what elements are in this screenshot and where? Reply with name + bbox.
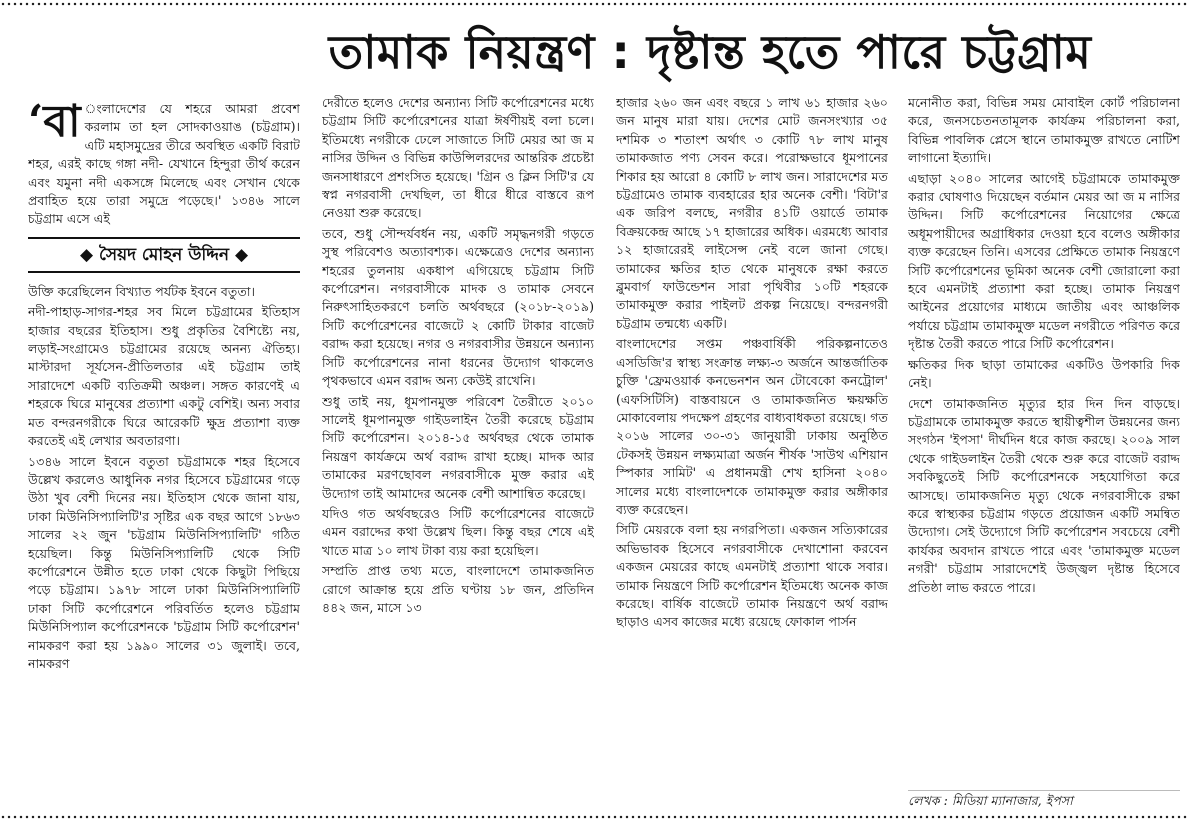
column-3 — [616, 94, 888, 810]
article-headline: তামাক নিয়ন্ত্রণ : দৃষ্টান্ত হতে পারে চট্টগ্রাম — [328, 25, 1092, 79]
author-byline: ◆ সৈয়দ মোহন উদ্দিন ◆ — [28, 237, 300, 273]
bottom-dotted-border — [0, 815, 1188, 819]
paragraph: বাংলাদেশের সপ্তম পঞ্চবার্ষিকী পরিকল্পনাতেও এসডিজি'র স্বাস্থ্য সংক্রান্ত লক্ষ্য-৩ অর্জনে আন্তর্জাতিক চুক্তি 'ফ্রেমওয়ার্ক কনভেনশন অন টোবেকো কনট্রোল' (এফসিটিসি) বাস্তবায়নে ও তামাকজনিত ক্ষয়ক্ষতি মোকাবেলায় পদক্ষেপ গ্রহণের বাধ্যবাধকতা রয়েছে। গত ২০১৬ সালের ৩০-৩১ জানুয়ারী ঢাকায় অনুষ্ঠিত টেকসই উন্নয়ন লক্ষ্যমাত্রা অর্জন শীর্ষক 'সাউথ এশিয়ান স্পিকার সামিট' এ প্রধানমন্ত্রী শেখ হাসিনা ২০৪০ সালের মধ্যে বাংলাদেশকে তামাকমুক্ত করার অঙ্গীকার ব্যক্ত করেছেন। — [616, 336, 888, 517]
paragraph: দেরীতে হলেও দেশের অন্যান্য সিটি কর্পোরেশনের মধ্যে চট্টগ্রাম সিটি কর্পোরেশনের যাত্রা ঈর্ষণীয়ই বলা চলে। ইতিমধ্যে নগরীকে ঢেলে সাজাতে সিটি মেয়র আ জ ম নাসির উদ্দিন ও বিভিন্ন কাউন্সিলরদের আন্তরিক প্রচেষ্টা জনসাধারণে প্রশংসিত হয়েছে। 'গ্রিন ও ক্লিন সিটি'র যে স্বপ্ন নগরবাসী দেখছিল, তা ধীরে ধীরে বাস্তবে রূপ নেওয়া শুরু করেছে। — [322, 95, 594, 221]
paragraph: শুধু তাই নয়, ধূমপানমুক্ত পরিবেশ তৈরীতে ২০১০ সালেই ধূমপানমুক্ত গাইডলাইন তৈরী করেছে চট্টগ্রাম সিটি কর্পোরেশন। ২০১৪-১৫ অর্থবছর থেকে তামাক নিয়ন্ত্রণ কার্যক্রমে অর্থ বরাদ্দ রাখা হচ্ছে। মাদক আর তামাকের মরণছোবল নগরবাসীকে মুক্ত করার এই উদ্যোগ তাই আমাদের অনেক বেশী আশান্বিত করেছে। — [322, 393, 594, 501]
paragraph: সিটি মেয়রকে বলা হয় নগরপিতা। একজন সত্যিকারের অভিভাবক হিসেবে নগরবাসীকে দেখাশোনা করবেন একজন মেয়রের কাছে এমনটাই প্রত্যাশা থাকে সবার। তামাক নিয়ন্ত্রণে সিটি কর্পোরেশন ইতিমধ্যে অনেক কাজ করেছে। বার্ষিক বাজেটে তামাক নিয়ন্ত্রণে অর্থ বরাদ্দ ছাড়াও এসব কাজের মধ্যে রয়েছে ফোকাল পার্সন — [616, 522, 888, 630]
drop-cap: ‘বা — [28, 100, 81, 147]
paragraph: নদী-পাহাড়-সাগর-শহর সব মিলে চট্টগ্রামের ইতিহাস হাজার বছরের ইতিহাস। শুধু প্রকৃতির বৈশিষ্ট্যে নয়, লড়াই-সংগ্রামেও চট্টগ্রামের রয়েছে অনন্য ঐতিহ্য। মাস্টারদা সূর্যসেন-প্রীতিলতার এই চট্টগ্রাম তাই সারাদেশে একটি ব্যতিক্রমী অঞ্চল। সঙ্গত কারণেই এ শহরকে ঘিরে মানুষের প্রত্যাশা একটু বেশিই। অন্য সবার মত বন্দরনগরীকে ঘিরে আরেকটি ক্ষুদ্র প্রত্যাশা ব্যক্ত করতেই এই লেখার অবতারণা। — [28, 304, 300, 449]
paragraph: হাজার ২৬০ জন এবং বছরে ১ লাখ ৬১ হাজার ২৬০ জন মানুষ মারা যায়। দেশের মোট জনসংখ্যার ৩৫ দশমিক ৩ শতাংশ অর্থাৎ ৩ কোটি ৭৮ লাখ মানুষ তামাকজাত পণ্য সেবন করে। পরোক্ষভাবে ধূমপানের শিকার হয় আরো ৪ কোটি ৮ লাখ জন। সারাদেশের মত চট্টগ্রামেও তামাক ব্যবহারের হার অনেক বেশী। 'বিটা'র এক জরিপ বলছে, নগরীর ৪১টি ওয়ার্ডে তামাক বিক্রয়কেন্দ্র আছে ১৭ হাজারের অধিক। এরমধ্যে আবার ১২ হাজারেরই লাইসেন্স নেই বলে জানা গেছে। তামাকের ক্ষতির হাত থেকে মানুষকে রক্ষা করতে ব্লুমবার্গ ফাউন্ডেশন সারা পৃথিবীর ১০টি শহরকে তামাকমুক্ত করার পাইলট প্রকল্প নিয়েছে। বন্দরনগরী চট্টগ্রাম তন্মধ্যে একটি। — [616, 95, 888, 331]
paragraph: এছাড়া ২০৪০ সালের আগেই চট্টগ্রামকে তামাকমুক্ত করার ঘোষণাও দিয়েছেন বর্তমান মেয়র আ জ ম নাসির উদ্দিন। সিটি কর্পোরেশনের নিয়োগের ক্ষেত্রে অধূমপায়ীদের অগ্রাধিকার দেওয়া হবে বলেও অঙ্গীকার ব্যক্ত করেছেন তিনি। এসবের প্রেক্ষিতে তামাক নিয়ন্ত্রণে সিটি কর্পোরেশনের ভূমিকা অনেক বেশী জোরালো করা হবে এমনটাই প্রত্যাশা করা হচ্ছে। তামাক নিয়ন্ত্রণ আইনের প্রয়োগের মাধ্যমে জাতীয় এবং আঞ্চলিক পর্যায়ে চট্টগ্রাম তামাকমুক্ত মডেল নগরীতে পরিণত করে দৃষ্টান্ত তৈরী করতে পারে সিটি কর্পোরেশন। — [908, 170, 1180, 352]
column-2 — [322, 94, 594, 810]
paragraph: তবে, শুধু সৌন্দর্যবর্ধন নয়, একটি সমৃদ্ধনগরী গড়তে সুস্থ পরিবেশও অত্যাবশ্যক। এক্ষেত্রেও দেশের অন্যান্য শহরের তুলনায় একধাপ এগিয়েছে চট্টগ্রাম সিটি কর্পোরেশন। নগরবাসীকে মাদক ও তামাক সেবনে নিরুৎসাহিতকরণে চলতি অর্থবছরে (২০১৮-২০১৯) সিটি কর্পোরেশনের বাজেটে ২ কোটি টাকার বাজেট বরাদ্দ করা হয়েছে। নগর ও নগরবাসীর উন্নয়নে অন্যান্য সিটি কর্পোরেশনের নানা ধরনের উদ্যোগ থাকলেও পৃথকভাবে এমন বরাদ্দ অন্য কেউই রাখেনি। — [322, 225, 594, 389]
paragraph: সম্প্রতি প্রাপ্ত তথ্য মতে, বাংলাদেশে তামাকজনিত রোগে আক্রান্ত হয়ে প্রতি ঘণ্টায় ১৮ জন, প্রতিদিন ৪৪২ জন, মাসে ১৩ — [322, 563, 594, 615]
top-dotted-border — [0, 2, 1188, 6]
paragraph: ক্ষতিকর দিক ছাড়া তামাকের একটিও উপকারি দিক নেই। — [908, 356, 1180, 391]
paragraph: ১৩৪৬ সালে ইবনে বতুতা চট্টগ্রামকে শহর হিসেবে উল্লেখ করলেও আধুনিক নগর হিসেবে চট্টগ্রামের গড়ে উঠা খুব বেশী দিনের নয়। ইতিহাস থেকে জানা যায়, ঢাকা মিউনিসিপ্যালিটি'র সৃষ্টির এক বছর আগে ১৮৬৩ সালের ২২ জুন 'চট্টগ্রাম মিউনিসিপ্যালিটি' গঠিত হয়েছিল। কিন্তু মিউনিসিপ্যালিটি থেকে সিটি কর্পোরেশনে উন্নীত হতে ঢাকা থেকে কিছুটা পিছিয়ে পড়ে চট্টগ্রাম। ১৯৭৮ সালে ঢাকা মিউনিসিপ্যালিটি ঢাকা সিটি কর্পোরেশনে পরিবর্তিত হলেও চট্টগ্রাম মিউনিসিপ্যাল কর্পোরেশনকে 'চট্টগ্রাম সিটি কর্পোরেশন' নামকরণ করা হয় ১৯৯০ সালের ৩১ জুলাই। তবে, নামকরণ — [28, 453, 300, 671]
writer-credit: লেখক : মিডিয়া ম্যানাজার, ইপসা — [908, 790, 1180, 811]
paragraph: যদিও গত অর্থবছরেও সিটি কর্পোরেশনের বাজেটে এমন বরাদ্দের কথা উল্লেখ ছিল। কিন্তু বছর শেষে এই খাতে মাত্র ১০ লাখ টাকা ব্যয় করা হয়েছিল। — [322, 505, 594, 558]
paragraph: দেশে তামাকজনিত মৃত্যুর হার দিন দিন বাড়ছে। চট্টগ্রামকে তামাকমুক্ত করতে স্থায়ীত্বশীল উন্নয়নের জন্য সংগঠন 'ইপসা' দীর্ঘদিন ধরে কাজ করছে। ২০০৯ সাল থেকে গাইডলাইন তৈরী থেকে শুরু করে বাজেট বরাদ্দ সবকিছুতেই সিটি কর্পোরেশনকে সহযোগিতা করে আসছে। তামাকজনিত মৃত্যু থেকে নগরবাসীকে রক্ষা করে স্বাস্থ্যকর চট্টগ্রাম গড়তে প্রয়োজন একটি সমন্বিত উদ্যোগ। সেই উদ্যোগে সিটি কর্পোরেশন সবচেয়ে বেশী কার্যকর অবদান রাখতে পারে এবং 'তামাকমুক্ত মডেল নগরী' চট্টগ্রাম সারাদেশেই উজ্জ্বল দৃষ্টান্ত হিসেবে প্রতিষ্ঠা লাভ করতে পারে। — [908, 395, 1180, 595]
paragraph: মনোনীত করা, বিভিন্ন সময় মোবাইল কোর্ট পরিচালনা করে, জনসচেতনতামূলক কার্যক্রম পরিচালনা করা, বিভিন্ন পাবলিক প্লেসে স্থানে তামাকমুক্ত রাখতে নোটিশ লাগানো ইত্যাদি। — [908, 95, 1180, 166]
paragraph: উক্তি করেছিলেন বিখ্যাত পর্যটক ইবনে বতুতা। — [28, 283, 255, 299]
column-4 — [908, 94, 1180, 786]
intro-paragraph: ‘বা ংলাদেশের যে শহরে আমরা প্রবেশ করলাম তা হল সোদকাওয়াঙ (চট্টগ্রাম)। এটি মহাসমুদ্রের তীরে অবস্থিত একটি বিরাট শহর, এরই কাছে গঙ্গা নদী- যেখানে হিন্দুরা তীর্থ করেন এবং যমুনা নদী একসঙ্গে মিলেছে এবং সেখান থেকে প্রবাহিত হয়ে তারা সমুদ্রে পড়েছে।' ১৩৪৬ সালে চট্টগ্রাম এসে এই — [28, 100, 300, 227]
column-1 — [28, 100, 300, 810]
